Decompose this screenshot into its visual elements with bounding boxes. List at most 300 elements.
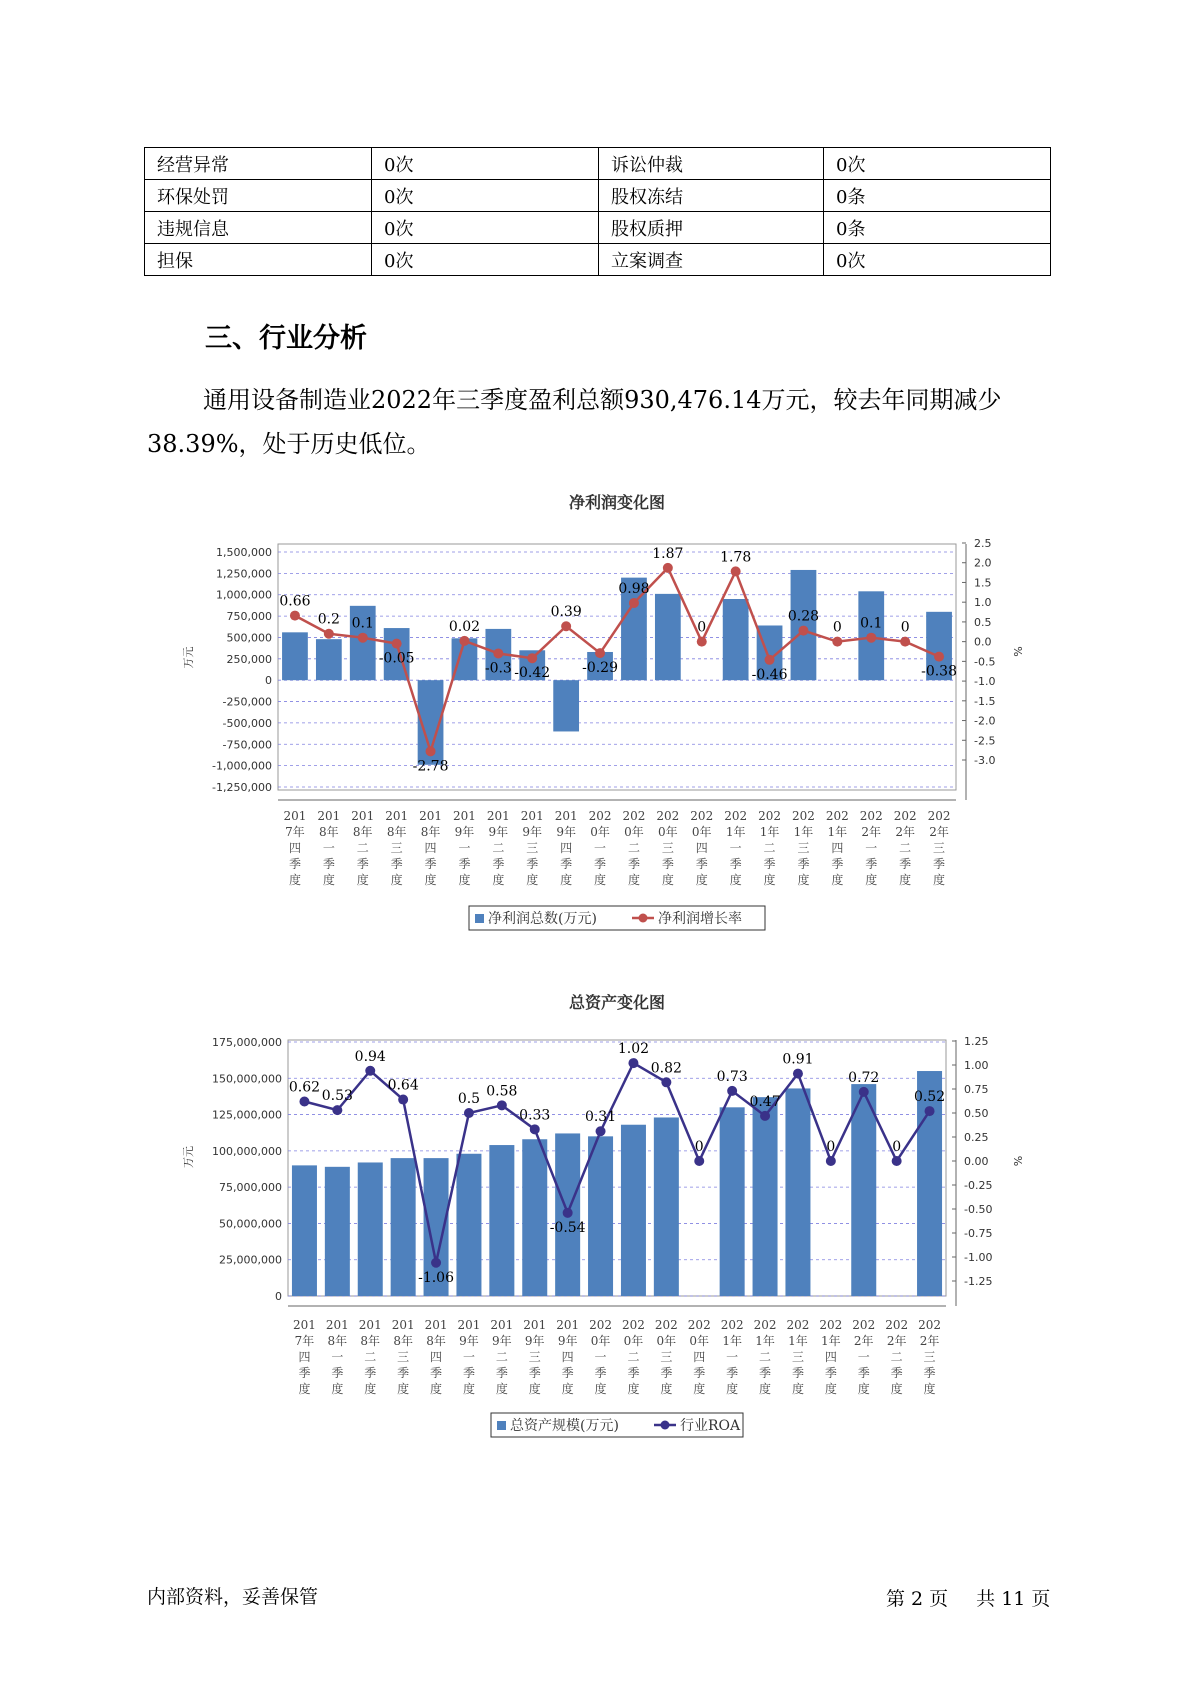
x-tick-label: 度 (661, 873, 674, 887)
table-cell: 担保 (145, 244, 372, 276)
x-tick-label: 2年 (895, 825, 915, 839)
legend-bar-swatch (497, 1421, 506, 1430)
bar (456, 1154, 481, 1296)
table-row (145, 244, 1051, 276)
line-point (826, 1156, 836, 1166)
x-tick-label: 度 (458, 873, 471, 887)
x-tick-label: 度 (526, 873, 539, 887)
x-tick-label: 201 (325, 1318, 349, 1332)
x-tick-label: 202 (918, 1318, 942, 1332)
x-tick-label: 0年 (590, 825, 610, 839)
y2-tick-label: 1.0 (974, 596, 992, 610)
x-tick-label: 二 (627, 841, 640, 855)
x-tick-label: 度 (331, 1382, 344, 1396)
line-point (497, 1100, 507, 1110)
x-tick-label: 201 (292, 1318, 316, 1332)
x-tick-label: 一 (331, 1350, 344, 1364)
x-tick-label: 二 (759, 1350, 772, 1364)
x-tick-label: 四 (288, 841, 301, 855)
page-prefix: 第 (886, 1588, 906, 1610)
line-point (694, 1156, 704, 1166)
x-tick-label: 季 (660, 1366, 673, 1380)
x-tick-label: 9年 (454, 825, 475, 839)
y2-tick-label: -0.25 (964, 1179, 993, 1192)
legend-line-label: 行业ROA (680, 1418, 741, 1434)
data-label: 0.31 (584, 1109, 617, 1126)
y2-tick-label: -1.00 (964, 1251, 993, 1264)
data-label: 0.62 (288, 1079, 321, 1096)
x-tick-label: 9年 (557, 1334, 578, 1348)
x-tick-label: 二 (899, 841, 912, 855)
x-tick-label: 2年 (919, 1334, 940, 1348)
section-title: 三、行业分析 (205, 323, 367, 354)
x-tick-label: 0年 (656, 1334, 677, 1348)
y-tick-label: 1,250,000 (216, 567, 272, 581)
x-tick-label: 季 (594, 857, 607, 871)
chart-title: 总资产变化图 (568, 993, 666, 1012)
x-tick-label: 度 (495, 1382, 508, 1396)
data-label: 0.2 (317, 611, 340, 628)
x-tick-label: 三 (660, 1350, 673, 1364)
data-label: 0.91 (782, 1051, 814, 1068)
line-point (324, 629, 334, 639)
x-tick-label: 度 (890, 1382, 903, 1396)
x-tick-label: 201 (452, 809, 476, 823)
line-point (697, 637, 707, 647)
legend-line-marker (661, 1421, 670, 1430)
x-tick-label: 二 (364, 1350, 377, 1364)
x-tick-label: 度 (857, 1382, 870, 1396)
data-label: 0.5 (457, 1091, 481, 1107)
table-cell: 环保处罚 (145, 180, 372, 212)
x-tick-label: 季 (298, 1366, 311, 1380)
y2-tick-label: 1.5 (974, 576, 992, 590)
data-label: 1.87 (652, 545, 684, 562)
x-tick-label: 季 (797, 857, 810, 871)
legend-line-label: 净利润增长率 (658, 911, 742, 927)
page-unit: 页 (929, 1588, 949, 1610)
x-tick-label: 季 (322, 857, 335, 871)
x-tick-label: 202 (885, 1318, 909, 1332)
line-point (934, 652, 944, 662)
y-tick-label: 1,000,000 (216, 588, 272, 602)
x-tick-label: 0年 (623, 1334, 644, 1348)
data-label: -0.3 (484, 660, 512, 677)
x-tick-label: 9年 (492, 1334, 512, 1348)
y2-tick-label: -1.0 (974, 675, 996, 689)
data-label: 0.53 (321, 1088, 353, 1105)
x-tick-label: 度 (397, 1382, 410, 1396)
line-point (765, 655, 775, 665)
x-tick-label: 度 (759, 1382, 772, 1396)
table-cell: 经营异常 (145, 148, 372, 180)
line-point (561, 621, 571, 631)
legend-line-marker (639, 914, 648, 923)
x-tick-label: 202 (621, 1318, 645, 1332)
line-point (392, 639, 402, 649)
x-tick-label: 度 (430, 1382, 443, 1396)
x-tick-label: 三 (791, 1350, 804, 1364)
x-tick-label: 季 (331, 1366, 344, 1380)
y-tick-label: -250,000 (222, 695, 272, 709)
line-point (832, 637, 842, 647)
table-cell: 0次 (372, 180, 599, 212)
x-tick-label: 季 (759, 1366, 772, 1380)
x-tick-label: 三 (797, 841, 810, 855)
y2-tick-label: 2.5 (974, 537, 992, 550)
y-tick-label: 50,000,000 (219, 1217, 282, 1231)
x-tick-label: 7年 (294, 1334, 315, 1348)
x-tick-label: 二 (492, 841, 505, 855)
line-point (464, 1108, 474, 1118)
x-tick-label: 1年 (793, 825, 814, 839)
x-tick-label: 202 (825, 809, 849, 823)
bar (753, 1097, 778, 1296)
y2-tick-label: -0.75 (964, 1227, 993, 1240)
x-tick-label: 201 (419, 809, 443, 823)
x-tick-label: 季 (364, 1366, 377, 1380)
table-row (145, 180, 1051, 212)
x-tick-label: 三 (923, 1350, 936, 1364)
x-tick-label: 季 (695, 857, 708, 871)
x-tick-label: 202 (819, 1318, 843, 1332)
x-tick-label: 202 (893, 809, 917, 823)
x-tick-label: 季 (899, 857, 912, 871)
table-cell: 0条 (824, 180, 1051, 212)
line-point (332, 1105, 342, 1115)
x-tick-label: 季 (560, 857, 573, 871)
x-tick-label: 2年 (861, 825, 882, 839)
x-tick-label: 202 (786, 1318, 810, 1332)
x-tick-label: 8年 (360, 1334, 381, 1348)
x-tick-label: 二 (356, 841, 369, 855)
x-tick-label: 季 (526, 857, 539, 871)
risk-info-table (144, 147, 1051, 276)
y2-tick-label: -2.0 (974, 714, 996, 728)
x-tick-label: 三 (397, 1350, 410, 1364)
data-label: 0.39 (550, 604, 582, 621)
chart-title: 净利润变化图 (568, 493, 666, 512)
x-tick-label: 三 (390, 841, 403, 855)
x-tick-label: 一 (865, 841, 878, 855)
y-tick-label: 175,000,000 (212, 1036, 282, 1049)
x-tick-label: 度 (763, 873, 776, 887)
x-tick-label: 三 (661, 841, 674, 855)
x-tick-label: 度 (594, 1382, 607, 1396)
line-point (431, 1258, 441, 1268)
total-unit: 页 (1031, 1588, 1051, 1610)
x-tick-label: 1年 (788, 1334, 808, 1348)
x-tick-label: 8年 (327, 1334, 348, 1348)
table-cell: 0次 (372, 212, 599, 244)
x-tick-label: 四 (695, 841, 708, 855)
y-tick-label: 750,000 (226, 610, 272, 624)
x-tick-label: 201 (554, 809, 578, 823)
x-tick-label: 度 (298, 1382, 311, 1396)
x-tick-label: 季 (661, 857, 674, 871)
x-tick-label: 度 (364, 1382, 377, 1396)
x-tick-label: 季 (726, 1366, 739, 1380)
y-tick-label: 25,000,000 (219, 1253, 282, 1267)
x-tick-label: 度 (356, 873, 369, 887)
y2-tick-label: 0.00 (964, 1155, 989, 1168)
bar (282, 632, 308, 680)
net-profit-chart-svg (170, 490, 1024, 950)
x-tick-label: 季 (923, 1366, 936, 1380)
x-tick-label: 一 (857, 1350, 870, 1364)
y-axis-title: 万元 (182, 646, 195, 669)
x-tick-label: 季 (462, 1366, 475, 1380)
x-tick-label: 度 (791, 1382, 804, 1396)
x-tick-label: 9年 (524, 1334, 545, 1348)
x-tick-label: 度 (695, 873, 708, 887)
y2-tick-label: 1.25 (964, 1035, 989, 1048)
x-tick-label: 度 (933, 873, 946, 887)
line-point (358, 633, 368, 643)
y2-tick-label: 0.25 (964, 1131, 989, 1144)
x-tick-label: 1年 (759, 825, 780, 839)
x-tick-label: 2年 (853, 1334, 874, 1348)
y-tick-label: 500,000 (226, 631, 272, 645)
x-tick-label: 1年 (722, 1334, 742, 1348)
x-tick-label: 201 (457, 1318, 481, 1332)
y-tick-label: 1,500,000 (216, 546, 272, 559)
x-tick-label: 8年 (386, 825, 407, 839)
x-tick-label: 季 (430, 1366, 443, 1380)
x-tick-label: 季 (390, 857, 403, 871)
x-tick-label: 201 (556, 1318, 580, 1332)
total-prefix: 共 (976, 1588, 996, 1610)
legend-bar-label: 总资产规模(万元) (510, 1418, 619, 1434)
bar (723, 599, 749, 680)
y-tick-label: 0 (265, 674, 272, 688)
data-label: 0.02 (448, 618, 481, 635)
bar (720, 1107, 745, 1296)
line-point (299, 1096, 309, 1106)
x-tick-label: 202 (654, 1318, 678, 1332)
x-tick-label: 度 (288, 873, 301, 887)
x-tick-label: 度 (660, 1382, 673, 1396)
y2-tick-label: -3.0 (974, 754, 996, 767)
x-tick-label: 四 (424, 841, 437, 855)
x-tick-label: 一 (726, 1350, 739, 1364)
x-tick-label: 季 (933, 857, 946, 871)
x-tick-label: 季 (627, 1366, 640, 1380)
data-label: 0.94 (354, 1048, 386, 1065)
x-tick-label: 度 (693, 1382, 706, 1396)
x-tick-label: 二 (495, 1350, 508, 1364)
x-tick-label: 季 (458, 857, 471, 871)
x-tick-label: 202 (859, 809, 883, 823)
total-pages: 11 (1001, 1588, 1026, 1610)
x-tick-label: 8年 (420, 825, 441, 839)
x-tick-label: 二 (627, 1350, 640, 1364)
table-cell: 诉讼仲裁 (599, 148, 824, 180)
x-tick-label: 201 (520, 809, 544, 823)
data-label: 0 (826, 1139, 836, 1155)
data-label: -2.78 (412, 758, 449, 775)
x-tick-label: 季 (693, 1366, 706, 1380)
x-tick-label: 季 (627, 857, 640, 871)
legend-bar-swatch (475, 914, 484, 923)
y-tick-label: 125,000,000 (212, 1108, 282, 1122)
y-tick-label: 0 (275, 1290, 282, 1303)
x-tick-label: 8年 (426, 1334, 446, 1348)
x-tick-label: 1年 (821, 1334, 841, 1348)
table-row (145, 212, 1051, 244)
x-tick-label: 度 (729, 873, 742, 887)
y2-axis-title: % (1011, 646, 1024, 657)
x-tick-label: 一 (462, 1350, 475, 1364)
x-tick-label: 2年 (886, 1334, 907, 1348)
table-cell: 0条 (824, 212, 1051, 244)
x-tick-label: 二 (763, 841, 776, 855)
bar (655, 594, 681, 680)
line-point (727, 1086, 737, 1096)
table-row (145, 148, 1051, 180)
bar (851, 1084, 876, 1296)
x-tick-label: 季 (495, 1366, 508, 1380)
x-tick-label: 201 (385, 809, 409, 823)
x-tick-label: 度 (831, 873, 844, 887)
data-label: -0.38 (921, 663, 958, 680)
x-tick-label: 季 (492, 857, 505, 871)
x-tick-label: 202 (687, 1318, 711, 1332)
x-tick-label: 201 (424, 1318, 448, 1332)
x-tick-label: 度 (627, 1382, 640, 1396)
x-tick-label: 0年 (658, 825, 678, 839)
x-tick-label: 202 (622, 809, 646, 823)
line-point (900, 637, 910, 647)
y2-tick-label: 0.5 (974, 615, 992, 629)
data-label: -0.42 (514, 665, 551, 682)
y2-tick-label: -1.25 (964, 1275, 993, 1288)
x-tick-label: 0年 (590, 1334, 611, 1348)
x-tick-label: 度 (923, 1382, 936, 1396)
bar (522, 1139, 547, 1296)
table-cell: 股权冻结 (599, 180, 824, 212)
x-tick-label: 201 (283, 809, 307, 823)
table-cell: 0次 (372, 148, 599, 180)
x-tick-label: 四 (560, 841, 573, 855)
x-tick-label: 度 (322, 873, 335, 887)
y2-tick-label: 0.50 (964, 1107, 989, 1120)
y2-axis-title: % (1011, 1155, 1024, 1167)
y-tick-label: -750,000 (222, 738, 272, 752)
x-tick-label: 9年 (459, 1334, 479, 1348)
data-label: 0.28 (787, 608, 820, 625)
x-tick-label: 四 (561, 1350, 574, 1364)
x-tick-label: 一 (458, 841, 471, 855)
line-point (661, 1077, 671, 1087)
x-tick-label: 1年 (725, 825, 746, 839)
line-point (866, 633, 876, 643)
line-point (798, 626, 808, 636)
table-cell: 违规信息 (145, 212, 372, 244)
x-tick-label: 三 (526, 841, 539, 855)
x-tick-label: 201 (523, 1318, 547, 1332)
y-tick-label: 100,000,000 (212, 1144, 282, 1158)
data-label: 0.72 (848, 1069, 880, 1086)
x-tick-label: 8年 (319, 825, 339, 839)
y2-tick-label: -0.5 (974, 655, 996, 669)
net-profit-chart (170, 490, 1024, 950)
data-label: 0.1 (860, 615, 883, 632)
x-tick-label: 度 (424, 873, 437, 887)
x-tick-label: 度 (865, 873, 878, 887)
x-tick-label: 201 (490, 1318, 514, 1332)
data-label: 0 (694, 1139, 704, 1155)
bar (654, 1117, 679, 1296)
x-tick-label: 0年 (689, 1334, 710, 1348)
x-tick-label: 季 (729, 857, 742, 871)
x-tick-label: 202 (758, 809, 782, 823)
x-tick-label: 度 (462, 1382, 475, 1396)
line-point (760, 1111, 770, 1121)
x-tick-label: 8年 (352, 825, 373, 839)
x-tick-label: 度 (594, 873, 607, 887)
x-tick-label: 度 (528, 1382, 541, 1396)
line-point (365, 1066, 375, 1076)
x-tick-label: 202 (589, 1318, 613, 1332)
x-tick-label: 季 (288, 857, 301, 871)
y-axis-title: 万元 (182, 1146, 195, 1168)
data-label: 1.02 (617, 1041, 650, 1058)
x-tick-label: 度 (627, 873, 640, 887)
bar (588, 1136, 613, 1296)
x-tick-label: 202 (588, 809, 612, 823)
bar (785, 1088, 810, 1296)
line-point (563, 1208, 573, 1218)
x-tick-label: 1年 (827, 825, 848, 839)
line-point (530, 1124, 540, 1134)
x-tick-label: 季 (397, 1366, 410, 1380)
line-point (459, 636, 469, 646)
bar (391, 1158, 416, 1296)
y2-tick-label: 0.0 (974, 635, 992, 649)
x-tick-label: 度 (560, 873, 573, 887)
bar (325, 1167, 350, 1296)
line-point (493, 648, 503, 658)
x-tick-label: 季 (831, 857, 844, 871)
x-tick-label: 季 (424, 857, 437, 871)
bar (621, 1125, 646, 1296)
total-assets-chart (170, 990, 1024, 1450)
x-tick-label: 季 (824, 1366, 837, 1380)
data-label: 0 (697, 619, 707, 636)
x-tick-label: 度 (899, 873, 912, 887)
x-tick-label: 季 (561, 1366, 574, 1380)
footer-confidential-note: 内部资料，妥善保管 (147, 1586, 319, 1608)
x-tick-label: 季 (356, 857, 369, 871)
x-tick-label: 202 (724, 809, 748, 823)
data-label: 0 (832, 619, 842, 636)
y2-tick-label: -2.5 (974, 734, 996, 748)
data-label: 0.33 (519, 1107, 551, 1124)
x-tick-label: 四 (824, 1350, 837, 1364)
x-tick-label: 9年 (488, 825, 509, 839)
x-tick-label: 201 (486, 809, 510, 823)
x-tick-label: 8年 (393, 1334, 413, 1348)
x-tick-label: 四 (298, 1350, 311, 1364)
x-tick-label: 季 (763, 857, 776, 871)
y-tick-label: 150,000,000 (212, 1072, 282, 1086)
data-label: 0.82 (650, 1060, 682, 1077)
x-tick-label: 一 (322, 841, 335, 855)
y-tick-label: -1,000,000 (212, 759, 272, 773)
y2-tick-label: 1.00 (964, 1059, 989, 1072)
x-tick-label: 201 (358, 1318, 382, 1332)
